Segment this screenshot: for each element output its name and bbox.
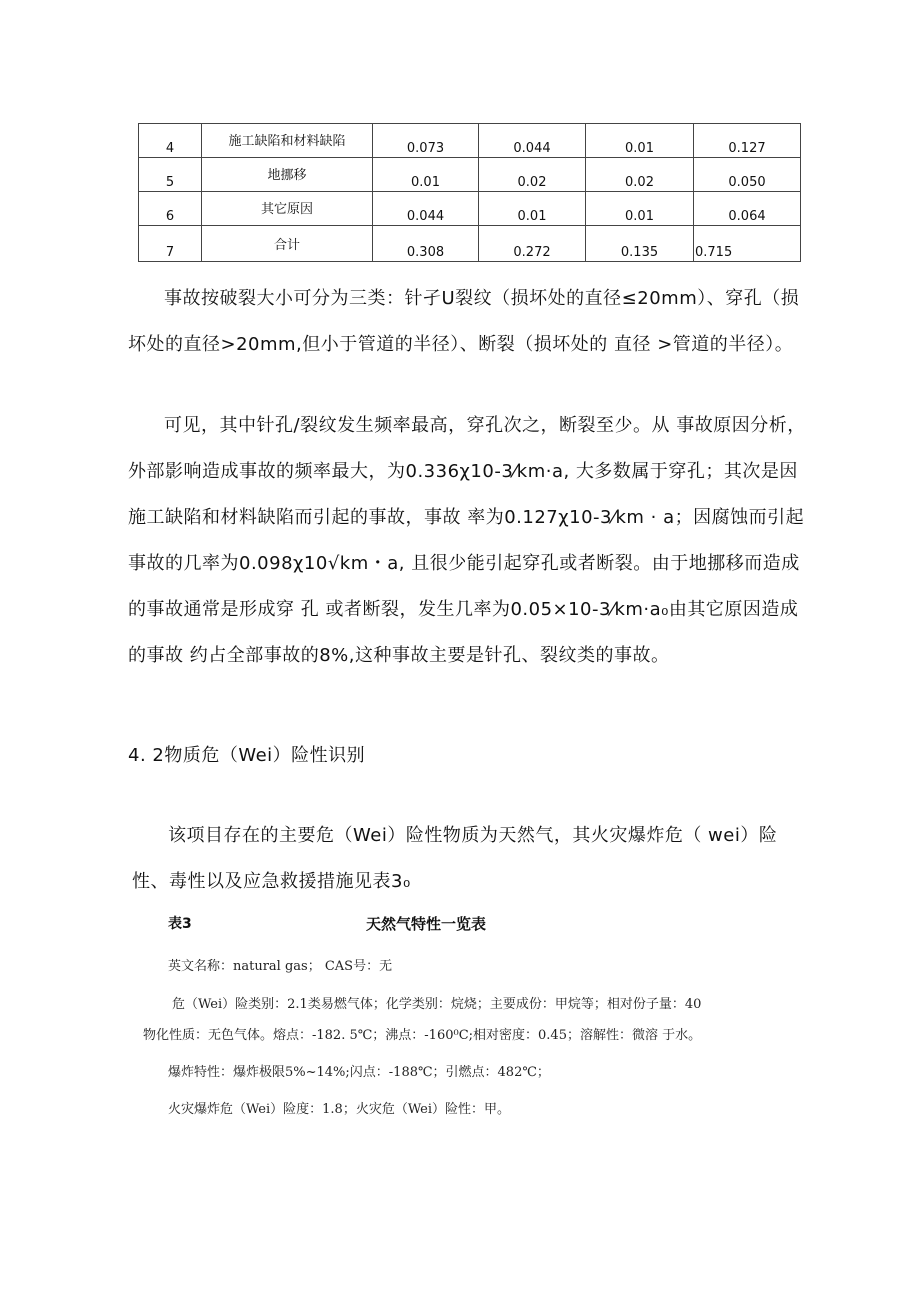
table3-title: 天然气特性一览表 bbox=[366, 915, 487, 933]
table-cell: 0.02 bbox=[586, 158, 694, 192]
table-cell: 其它原因 bbox=[202, 192, 373, 226]
table-cell: 0.01 bbox=[373, 158, 479, 192]
table3-line: 英文名称：natural gas； CAS号：无 bbox=[168, 959, 393, 974]
accident-frequency-table bbox=[138, 123, 801, 262]
table-cell: 0.073 bbox=[373, 124, 479, 158]
table-cell: 合计 bbox=[202, 226, 373, 262]
section-heading: 4. 2物质危（Wei）险性识别 bbox=[128, 745, 366, 766]
table-cell: 0.308 bbox=[373, 226, 479, 262]
table-cell: 5 bbox=[139, 158, 202, 192]
table3-number: 表3 bbox=[168, 916, 192, 932]
table-cell: 地挪移 bbox=[202, 158, 373, 192]
table-cell: 0.715 bbox=[694, 226, 801, 262]
table3-line: 火灾爆炸危（Wei）险度：1.8；火灾危（Wei）险性：甲。 bbox=[168, 1102, 510, 1117]
paragraph-rupture-classes: 事故按破裂大小可分为三类：针孑U裂纹（损坏处的直径≤20mm）、穿孔（损坏处的直径>20mm,但小于管道的半径）、断裂（损坏处的 直径 >管道的半径）。 bbox=[128, 288, 800, 355]
table-cell: 4 bbox=[139, 124, 202, 158]
table3-line: 物化性质：无色气体。熔点：-182. 5℃；沸点：-160⁰C;相对密度：0.45；溶解性：微溶 于水。 bbox=[143, 1028, 702, 1043]
table-cell: 0.044 bbox=[373, 192, 479, 226]
table-cell: 0.044 bbox=[479, 124, 586, 158]
paragraph-cause-analysis: 可见，其中针孔/裂纹发生频率最高，穿孔次之，断裂至少。从 事故原因分析，外部影响造成事故的频率最大，为0.336χ10-3⁄km·a, 大多数属于穿孔；其次是因施工缺陷和材料缺陷而引起的事故，事故 率为0.127χ10-3⁄km · a；因腐蚀而引起事故的几率为0.098χ10√km・a, 且很少能引起穿孔或者断裂。由于地挪移而造成的事故通常是形成穿 孔 或者断裂，发生几率为0.05×10-3⁄km·a₀由其它原因造成的事故 约占全部事故的8%,这种事故主要是针孔、裂纹类的事故。 bbox=[128, 415, 806, 666]
table-cell: 7 bbox=[139, 226, 202, 262]
table-cell: 施工缺陷和材料缺陷 bbox=[202, 124, 373, 158]
table3-line: 危（Wei）险类别：2.1类易燃气体；化学类别：烷烧；主要成份：甲烷等；相对份子量：40 bbox=[172, 997, 702, 1012]
table3-line: 爆炸特性：爆炸极限5%~14%;闪点：-188℃；引燃点：482℃； bbox=[168, 1065, 550, 1080]
table-row bbox=[139, 124, 801, 158]
table-row bbox=[139, 158, 801, 192]
table-cell: 0.050 bbox=[694, 158, 801, 192]
table-cell: 0.01 bbox=[586, 192, 694, 226]
table-cell: 0.01 bbox=[586, 124, 694, 158]
table-row bbox=[139, 226, 801, 262]
paragraph-hazard-substance: 该项目存在的主要危（Wei）险性物质为天然气，其火灾爆炸危（ wei）险性、毒性以及应急救援措施见表3₀ bbox=[132, 825, 778, 892]
table-cell: 0.135 bbox=[586, 226, 694, 262]
table-cell: 0.127 bbox=[694, 124, 801, 158]
table-cell: 6 bbox=[139, 192, 202, 226]
table-cell: 0.01 bbox=[479, 192, 586, 226]
table-cell: 0.272 bbox=[479, 226, 586, 262]
table-cell: 0.02 bbox=[479, 158, 586, 192]
table-cell: 0.064 bbox=[694, 192, 801, 226]
table-row bbox=[139, 192, 801, 226]
